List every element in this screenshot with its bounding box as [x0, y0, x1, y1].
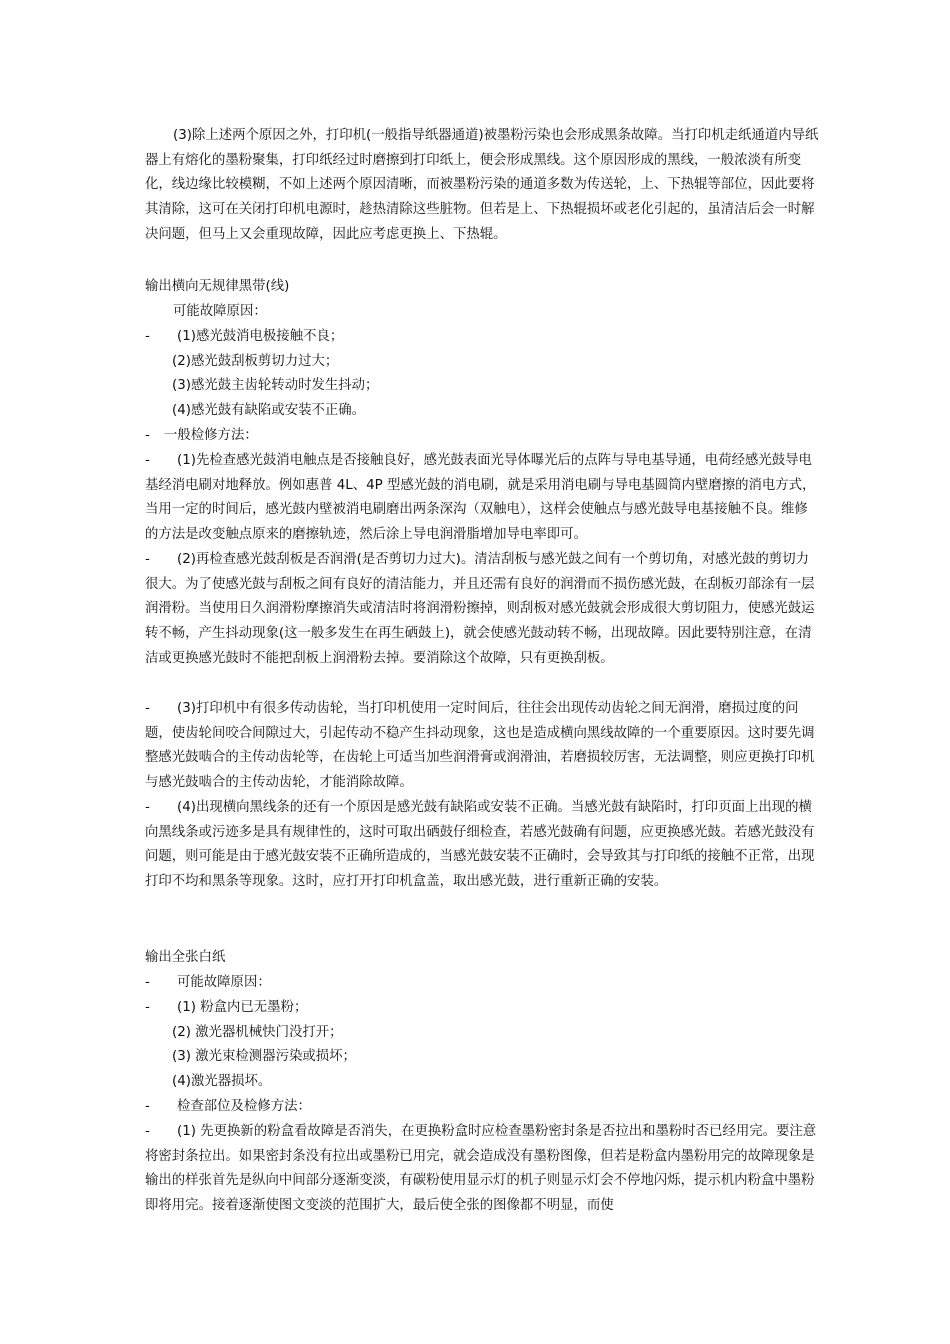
section1-cause-item: (2)感光鼓刮板剪切力过大； [172, 354, 339, 369]
section2-cause-item: (3) 激光束检测器污染或损坏； [172, 1049, 356, 1064]
section1-method-paragraph: (4)出现横向黑线条的还有一个原因是感光鼓有缺陷或安装不正确。当感光鼓有缺陷时，打印页面上出现的横向黑线条或污迹多是具有规律性的，这时可取出硒鼓仔细检查，若感光鼓确有问题，应更换感光鼓。若感光鼓没有问题，则可能是由于感光鼓安装不正确所造成的，当感光鼓安装不正确时，会导致其与打印纸的接触不正常，出现打印不均和黑条等现象。这时，应打开打印机盒盖，取出感光鼓，进行重新正确的安装。 [145, 800, 815, 890]
section1-methods-label: 一般检修方法： [164, 428, 258, 443]
section1-causes-label: 可能故障原因： [173, 304, 267, 319]
section1-heading: 输出横向无规律黑带(线) [145, 279, 290, 294]
section1-method-paragraph: (1)先检查感光鼓消电触点是否接触良好，感光鼓表面光导体曝光后的点阵与导电基导通，电荷经感光鼓导电基经消电刷对地释放。例如惠普 4L、4P 型感光鼓的消电刷，就是采用消电刷与导电基圆筒内壁磨擦的消电方式，当用一定的时间后，感光鼓内壁被消电刷磨出两条深沟（双触电），这样会使触点与感光鼓导电基接触不良。维修的方法是改变触点原来的磨擦轨迹，然后涂上导电润滑脂增加导电率即可。 [145, 453, 816, 543]
dash-marker: - [145, 453, 150, 468]
section2-methods-label: 检查部位及检修方法： [177, 1099, 311, 1114]
dash-marker: - [145, 701, 150, 716]
dash-marker: - [145, 552, 150, 567]
section1-cause-item: (1)感光鼓消电极接触不良； [177, 329, 344, 344]
section2-method-paragraph: (1) 先更换新的粉盒看故障是否消失，在更换粉盒时应检查墨粉密封条是否拉出和墨粉时否已经用完。要注意将密封条拉出。如果密封条没有拉出或墨粉已用完，就会造成没有墨粉图像，但若是粉盒内墨粉用完的故障现象是输出的样张首先是纵向中间部分逐渐变淡，有碳粉使用显示灯的机子则显示灯会不停地闪烁，提示机内粉盒中墨粉即将用完。接着逐渐使图文变淡的范围扩大，最后使全张的图像都不明显，而使 [145, 1124, 817, 1214]
dash-marker: - [145, 975, 150, 990]
section1-method-paragraph: (3)打印机中有很多传动齿轮，当打印机使用一定时间后，往往会出现传动齿轮之间无润滑，磨损过度的问题，使齿轮间咬合间隙过大，引起传动不稳产生抖动现象，这也是造成横向黑线故障的一个重要原因。这时要先调整感光鼓啮合的主传动齿轮等，在齿轮上可适当加些润滑膏或润滑油，若磨损较厉害，无法调整，则应更换打印机与感光鼓啮合的主传动齿轮，才能消除故障。 [145, 701, 815, 791]
section2-cause-item: (4)激光器损坏。 [172, 1074, 272, 1089]
section2-heading: 输出全张白纸 [145, 950, 226, 965]
dash-marker: - [145, 428, 150, 443]
dash-marker: - [145, 329, 150, 344]
intro-paragraph: (3)除上述两个原因之外，打印机(一般指导纸器通道)被墨粉污染也会形成黑条故障。当打印机走纸通道内导纸器上有熔化的墨粉聚集，打印纸经过时磨擦到打印纸上，便会形成黑线。这个原因形成的黑线，一般浓淡有所变化，线边缘比较模糊，不如上述两个原因清晰，而被墨粉污染的通道多数为传送轮，上、下热辊等部位，因此要将其清除，这可在关闭打印机电源时，趁热清除这些脏物。但若是上、下热辊损坏或老化引起的，虽清洁后会一时解决问题，但马上又会重现故障，因此应考虑更换上、下热辊。 [145, 128, 819, 242]
dash-marker: - [145, 1124, 150, 1139]
dash-marker: - [145, 1099, 150, 1114]
section2-causes-label: 可能故障原因： [177, 975, 271, 990]
dash-marker: - [145, 800, 150, 815]
section2-cause-item: (2) 激光器机械快门没打开； [172, 1025, 343, 1040]
section1-cause-item: (4)感光鼓有缺陷或安装不正确。 [172, 403, 366, 418]
section1-method-paragraph: (2)再检查感光鼓刮板是否润滑(是否剪切力过大)。清洁刮板与感光鼓之间有一个剪切角，对感光鼓的剪切力很大。为了使感光鼓与刮板之间有良好的清洁能力，并且还需有良好的润滑而不损伤感光鼓，在刮板刃部涂有一层润滑粉。当使用日久润滑粉摩擦消失或清洁时将润滑粉擦掉，则刮板对感光鼓就会形成很大剪切阻力，使感光鼓运转不畅，产生抖动现象(这一般多发生在再生硒鼓上)，就会使感光鼓动转不畅，出现故障。因此要特别注意，在清洁或更换感光鼓时不能把刮板上润滑粉去掉。要消除这个故障，只有更换刮板。 [145, 552, 815, 666]
section2-cause-item: (1) 粉盒内已无墨粉； [177, 1000, 308, 1015]
dash-marker: - [145, 1000, 150, 1015]
section1-cause-item: (3)感光鼓主齿轮转动时发生抖动； [172, 378, 379, 393]
